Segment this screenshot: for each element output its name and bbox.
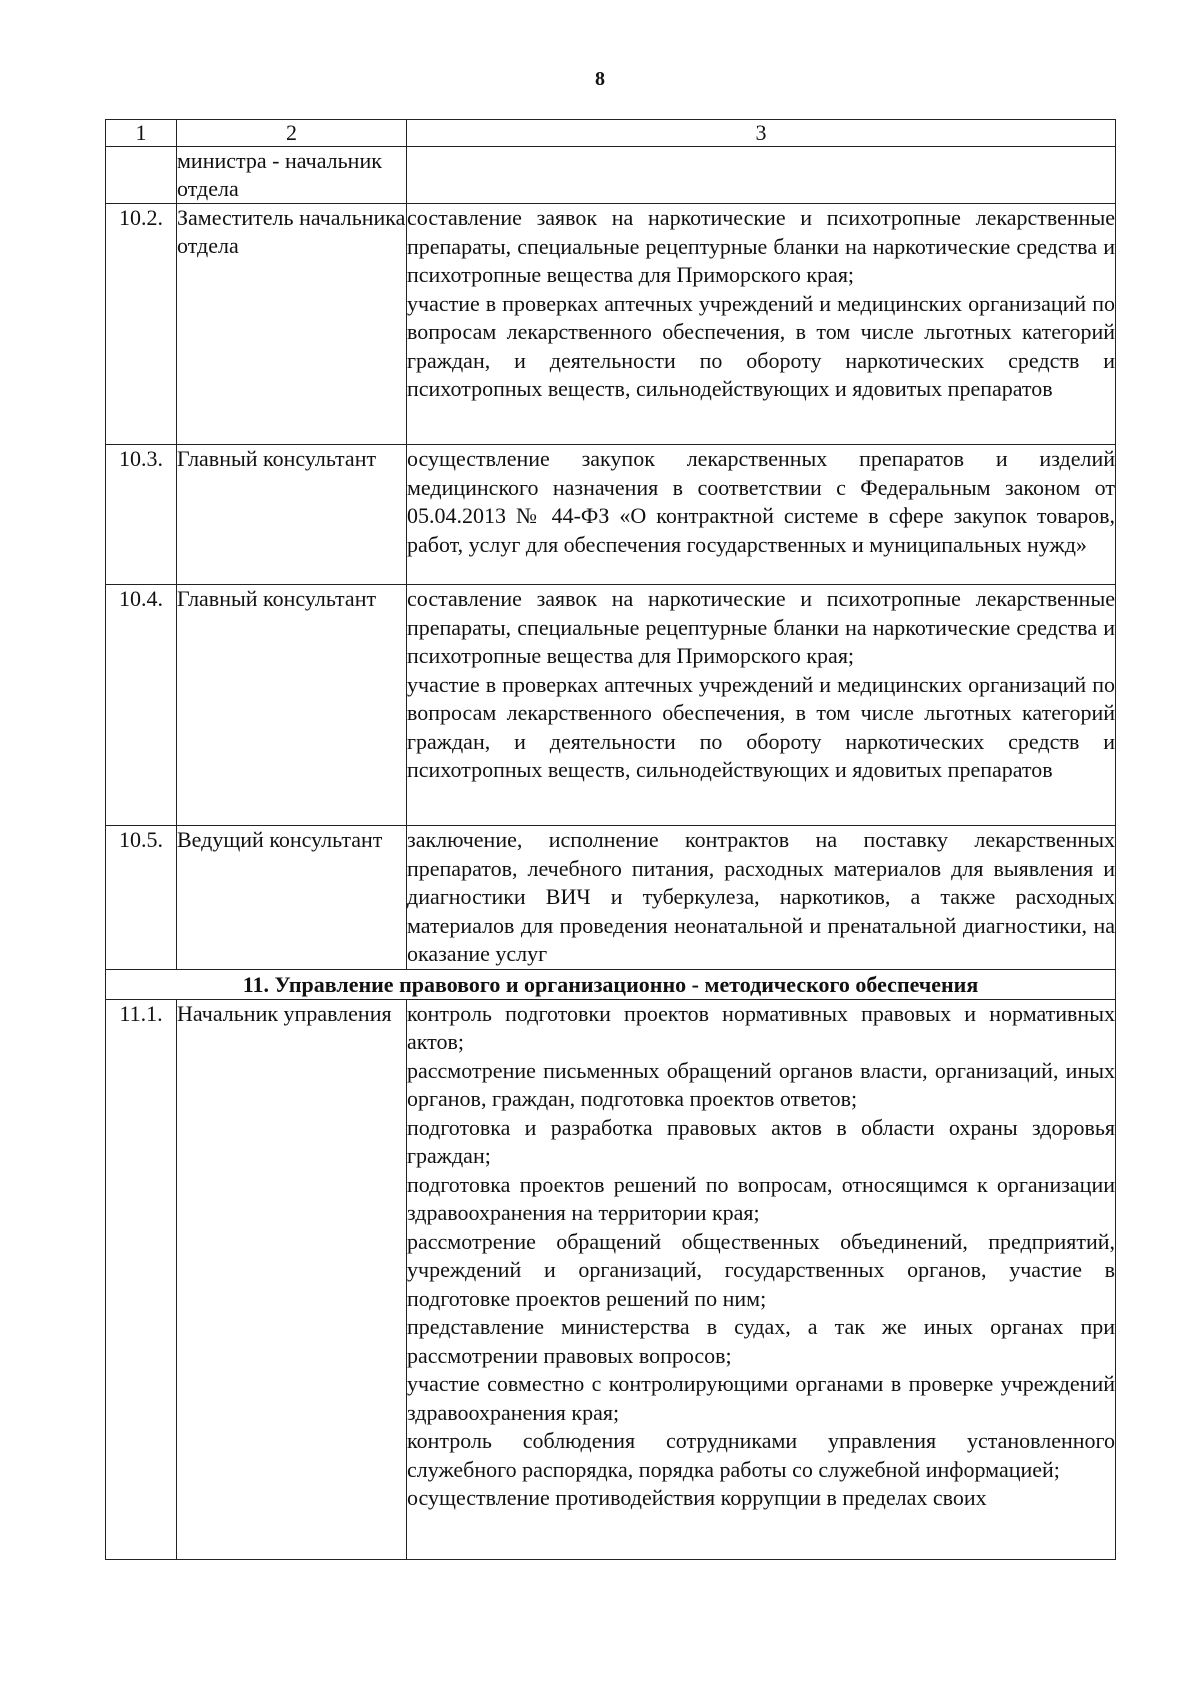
duty-text: составление заявок на наркотические и психотропные лекарственные препараты, специальные рецептурные бланки на наркотические средства и психотропные вещества для Приморского края; [407, 586, 1115, 668]
duty-text: составление заявок на наркотические и психотропные лекарственные препараты, специальные рецептурные бланки на наркотические средства и психотропные вещества для Приморского края; [407, 205, 1115, 287]
page-number: 8 [595, 68, 605, 90]
duties-cell [407, 999, 1116, 1559]
row-number: 11.1. [106, 999, 177, 1559]
row-number [106, 147, 177, 204]
duty-text: контроль соблюдения сотрудниками управления установленного служебного распорядка, порядка работы со служебной информацией; [407, 1428, 1115, 1482]
position-title: Ведущий консультант [177, 826, 407, 970]
duty-text: рассмотрение письменных обращений органов власти, организаций, иных органов, граждан, подготовка проектов ответов; [407, 1057, 1115, 1111]
position-title: Главный консультант [177, 445, 407, 585]
table-row [106, 826, 1116, 970]
duty-text: осуществление закупок лекарственных препаратов и изделий медицинского назначения в соответствии с Федеральным законом от 05.04.2013 № 44-ФЗ «О контрактной системе в сфере закупок товаров, работ, услуг для обеспечения государственных и муниципальных нужд» [407, 446, 1115, 557]
header-col-3: 3 [407, 120, 1116, 147]
table-row [106, 445, 1116, 585]
duties-cell [407, 147, 1116, 204]
row-number: 10.2. [106, 204, 177, 445]
header-col-2: 2 [177, 120, 407, 147]
duties-cell [407, 445, 1116, 585]
row-number: 10.5. [106, 826, 177, 970]
row-number: 10.3. [106, 445, 177, 585]
position-title: Заместитель начальника отдела [177, 204, 407, 445]
section-heading: 11. Управление правового и организационно - методического обеспечения [106, 969, 1116, 999]
position-title: Главный консультант [177, 585, 407, 826]
section-heading-row [106, 969, 1116, 999]
table-header-row [106, 120, 1116, 147]
duty-text: участие в проверках аптечных учреждений и медицинских организаций по вопросам лекарственного обеспечения, в том числе льготных категорий граждан, и деятельности по обороту наркотических средств и психотропных веществ, сильнодействующих и ядовитых препаратов [407, 671, 1115, 782]
duty-text: подготовка проектов решений по вопросам, относящимся к организации здравоохранения на территории края; [407, 1171, 1115, 1225]
duties-cell [407, 826, 1116, 970]
table-row [106, 585, 1116, 826]
duty-text: подготовка и разработка правовых актов в области охраны здоровья граждан; [407, 1114, 1115, 1168]
table-row [106, 147, 1116, 204]
table-row [106, 204, 1116, 445]
row-number: 10.4. [106, 585, 177, 826]
position-title: Начальник управления [177, 999, 407, 1559]
duty-text: участие в проверках аптечных учреждений и медицинских организаций по вопросам лекарственного обеспечения, в том числе льготных категорий граждан, и деятельности по обороту наркотических средств и психотропных веществ, сильнодействующих и ядовитых препаратов [407, 290, 1115, 401]
header-col-1: 1 [106, 120, 177, 147]
duty-text: осуществление противодействия коррупции в пределах своих [407, 1485, 987, 1510]
duty-text: представление министерства в судах, а так же иных органах при рассмотрении правовых вопросов; [407, 1314, 1115, 1368]
duty-text: рассмотрение обращений общественных объединений, предприятий, учреждений и организаций, государственных органов, участие в подготовке проектов решений по ним; [407, 1228, 1115, 1311]
position-title: министра - начальник отдела [177, 147, 407, 204]
table-row [106, 999, 1116, 1559]
duties-cell [407, 585, 1116, 826]
duty-text: участие совместно с контролирующими органами в проверке учреждений здравоохранения края; [407, 1371, 1115, 1425]
duties-table [105, 119, 1116, 1560]
duty-text: контроль подготовки проектов нормативных правовых и нормативных актов; [407, 1000, 1115, 1054]
duty-text: заключение, исполнение контрактов на поставку лекарственных препаратов, лечебного питания, расходных материалов для выявления и диагностики ВИЧ и туберкулеза, наркотиков, а также расходных материалов для проведения неонатальной и пренатальной диагностики, на оказание услуг [407, 827, 1115, 966]
duties-cell [407, 204, 1116, 445]
